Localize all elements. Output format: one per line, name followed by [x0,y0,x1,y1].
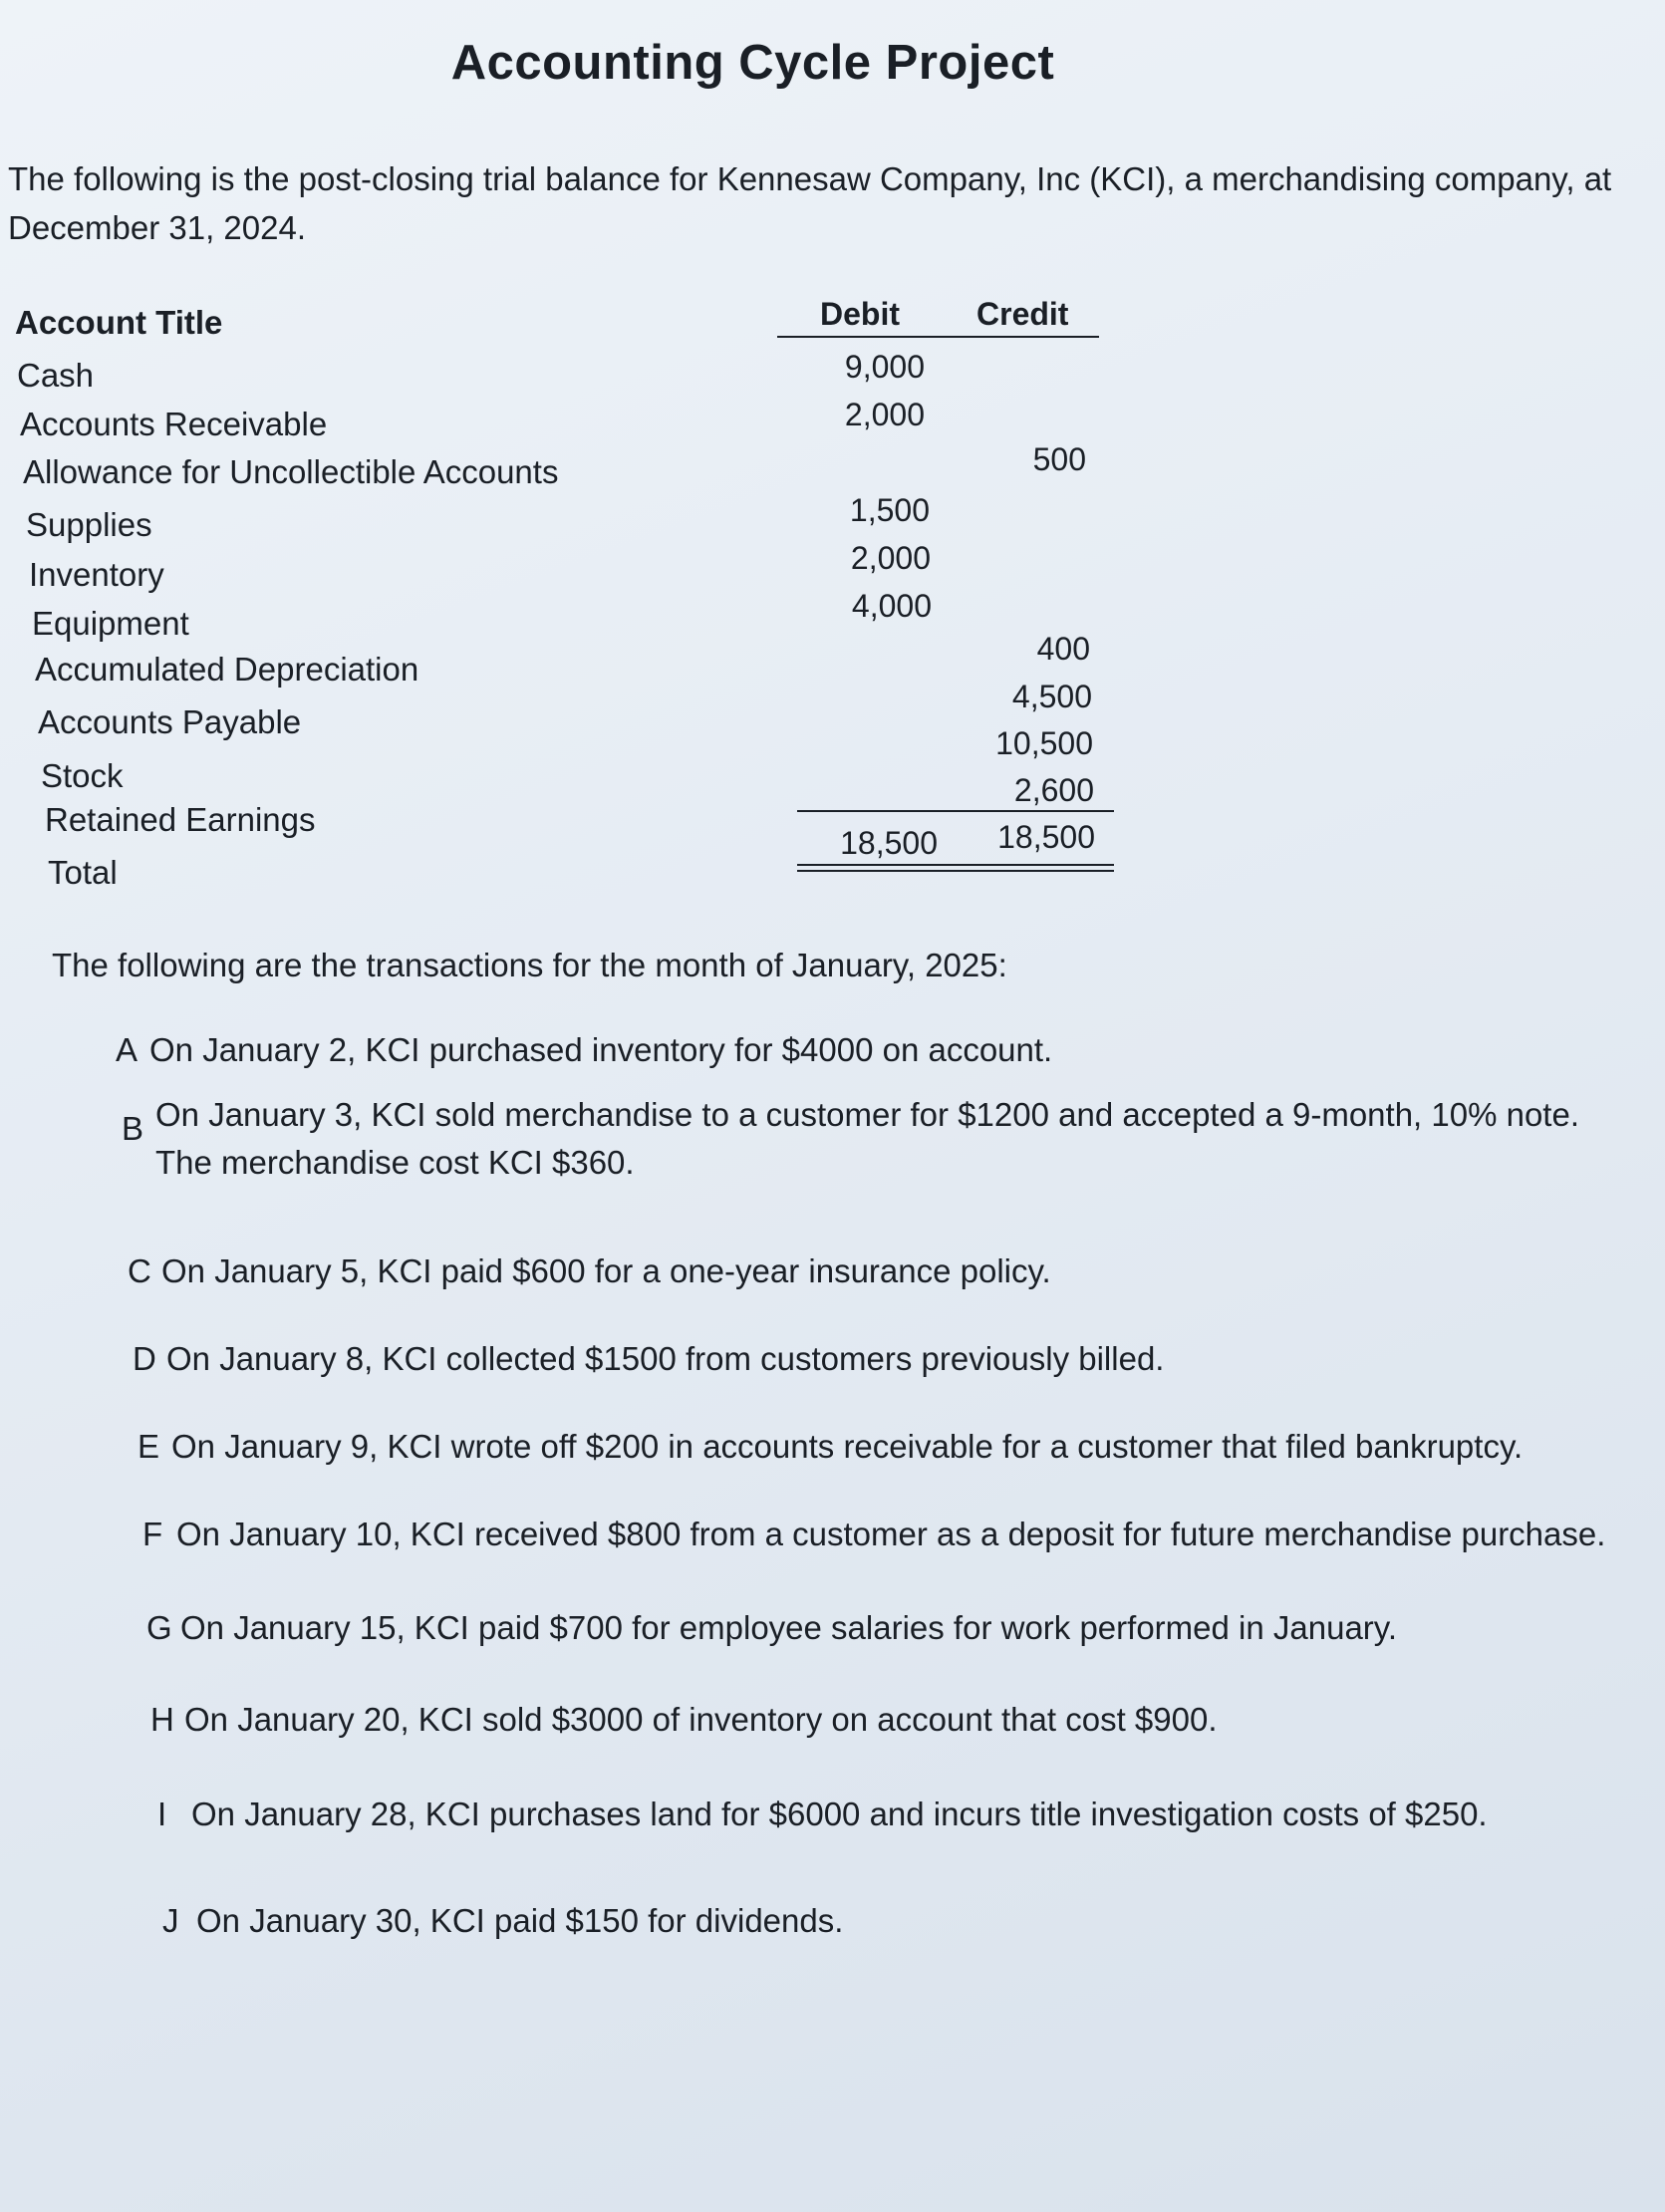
item-text: On January 8, KCI collected $1500 from customers previously billed. [166,1340,1165,1377]
account-name: Inventory [29,556,164,593]
page-title: Accounting Cycle Project [450,36,1055,90]
account-name: Supplies [26,506,152,543]
list-item [162,1897,1557,1945]
transactions-intro: The following are the transactions for the month of January, 2025: [52,947,1007,983]
total-credit: 18,500 [997,819,1095,855]
list-item [150,1696,1595,1744]
debit-amount: 9,000 [844,349,925,385]
list-item [142,1511,1637,1558]
debit-amount: 2,000 [844,397,925,432]
account-name: Cash [17,357,95,394]
list-item [146,1604,1591,1652]
account-name: Accumulated Depreciation [35,651,419,688]
credit-header: Credit [976,296,1069,332]
item-letter: B [122,1110,144,1147]
item-letter: A [116,1031,139,1068]
account-name: Accounts Receivable [20,406,328,442]
credit-amount: 2,600 [1013,772,1094,808]
item-letter: H [150,1701,174,1738]
account-title-header: Account Title [15,304,223,341]
list-item [122,1091,1596,1187]
account-name: Stock [41,757,124,794]
list-item [116,1026,1610,1074]
list-item [157,1791,1602,1838]
debit-amount: 1,500 [849,492,930,528]
item-letter: I [157,1796,167,1832]
credit-amount: 400 [1036,631,1090,667]
list-item [128,1247,1572,1295]
credit-amount: 4,500 [1011,679,1092,714]
intro-paragraph: The following is the post-closing trial balance for Kennesaw Company, Inc (KCI), a merchandising company, at December 31, 2024. [8,160,1612,246]
item-text: On January 20, KCI sold $3000 of inventory on account that cost $900. [184,1701,1218,1738]
list-item [133,1335,1577,1383]
total-debit: 18,500 [840,825,938,861]
item-letter: J [162,1902,179,1939]
item-letter: C [128,1252,151,1289]
credit-amount: 500 [1032,441,1086,477]
total-label: Total [48,854,118,891]
item-text: On January 30, KCI paid $150 for dividends. [196,1902,844,1939]
account-name: Allowance for Uncollectible Accounts [23,453,559,490]
debit-amount: 2,000 [850,540,931,576]
account-name: Retained Earnings [45,801,316,838]
account-name: Equipment [32,605,189,642]
item-text: On January 10, KCI received $800 from a customer as a deposit for future merchandise purchase. [176,1516,1606,1552]
item-text: On January 2, KCI purchased inventory for $4000 on account. [149,1031,1053,1068]
header-underline [777,336,1099,338]
list-item [138,1423,1602,1471]
item-text: On January 28, KCI purchases land for $6000 and incurs title investigation costs of $250. [191,1796,1488,1832]
item-letter: F [142,1516,163,1552]
item-text: On January 9, KCI wrote off $200 in accounts receivable for a customer that filed bankruptcy. [171,1428,1524,1465]
item-text: On January 3, KCI sold merchandise to a customer for $1200 and accepted a 9-month, 10% note. The merchandise cost KCI $360. [155,1096,1579,1181]
account-name: Accounts Payable [38,703,302,740]
debit-amount: 4,000 [851,588,932,624]
debit-header: Debit [820,296,900,332]
item-text: On January 5, KCI paid $600 for a one-year insurance policy. [161,1252,1051,1289]
total-double-rule [797,864,1114,872]
item-letter: E [138,1428,160,1465]
item-letter: G [146,1609,172,1646]
credit-amount: 10,500 [995,725,1093,761]
total-rule [797,810,1114,812]
item-letter: D [133,1340,156,1377]
item-text: On January 15, KCI paid $700 for employee salaries for work performed in January. [180,1609,1397,1646]
